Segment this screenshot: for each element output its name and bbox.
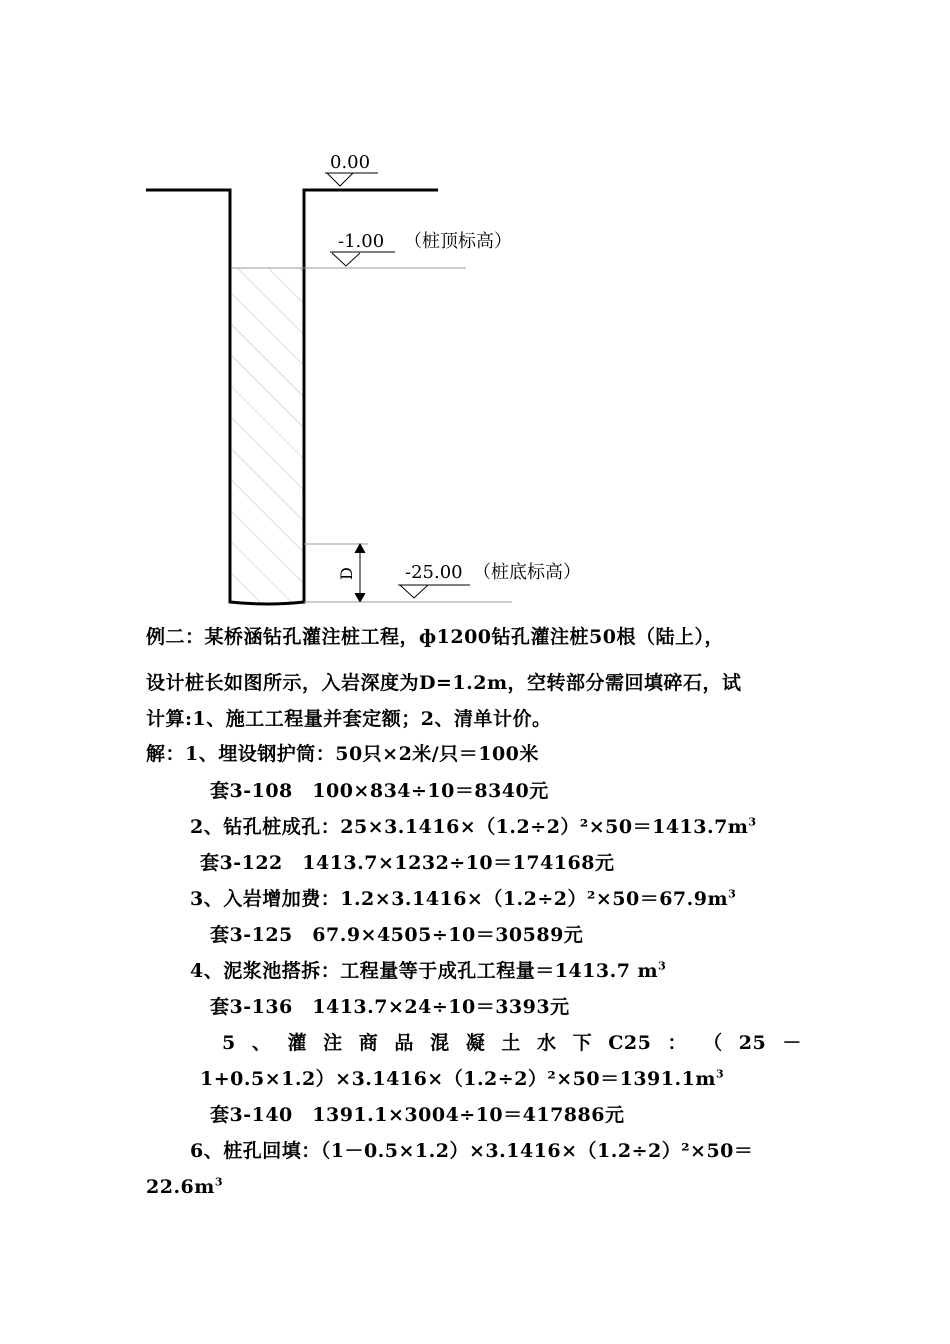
solution-step-5-quota: 套3-140 1391.1×3004÷10＝417886元	[210, 1104, 625, 1126]
elevation-pile-top-label: -1.00	[338, 231, 385, 252]
solution-step-6-result: $22.6m^3$	[146, 1175, 224, 1198]
pile-bottom-note: （桩底标高）	[473, 562, 581, 583]
solution-step-6: 6、桩孔回填：（1－0.5×1.2）×3.1416×（1.2÷2）²×50＝	[190, 1140, 754, 1162]
elevation-marker-top	[325, 152, 378, 186]
solution-step-2: 2、钻孔桩成孔：$25\times 3.1416\times(1.2\div 2)^2\times 50=1413.7m^3$	[190, 815, 757, 838]
pile-diagram	[0, 0, 950, 615]
pile-top-note: （桩顶标高）	[404, 231, 512, 252]
solution-step-1: 解：1、埋设钢护筒：50只×2米/只＝100米	[146, 743, 539, 765]
pile-body-hatch	[232, 268, 304, 602]
rock-depth-symbol: D	[337, 567, 356, 580]
problem-line-1: 例二：某桥涵钻孔灌注桩工程，ф1200钻孔灌注桩50根（陆上），	[146, 626, 724, 648]
problem-line-2: 设计桩长如图所示，入岩深度为D=1.2m，空转部分需回填碎石，试	[146, 672, 742, 694]
solution-step-5-cont: $1+0.5\times 1.2)\times 3.1416\times(1.2\div 2)^2\times 50=1391.1m^3$	[200, 1067, 725, 1090]
solution-step-1-quota: 套3-108 100×834÷10＝8340元	[210, 780, 549, 802]
solution-step-4: 4、泥浆池搭拆：工程量等于成孔工程量＝1413.7 $m^3$	[190, 959, 667, 982]
elevation-marker-pile-top	[330, 231, 512, 266]
solution-step-5: 5 、 灌 注 商 品 混 凝 土 水 下 C25 ： （ 25 －	[222, 1032, 802, 1054]
rock-depth-dimension	[304, 544, 368, 602]
elevation-pile-bottom-label: -25.00	[405, 562, 463, 583]
elevation-top-label: 0.00	[330, 152, 371, 173]
solution-step-3-quota: 套3-125 67.9×4505÷10＝30589元	[210, 924, 584, 946]
problem-line-3: 计算:1、施工工程量并套定额；2、清单计价。	[146, 708, 552, 730]
solution-step-3: 3、入岩增加费：$1.2\times 3.1416\times(1.2\div 2)^2\times 50=67.9m^3$	[190, 887, 737, 910]
solution-step-4-quota: 套3-136 1413.7×24÷10＝3393元	[210, 996, 570, 1018]
solution-step-2-quota: 套3-122 1413.7×1232÷10＝174168元	[200, 852, 615, 874]
